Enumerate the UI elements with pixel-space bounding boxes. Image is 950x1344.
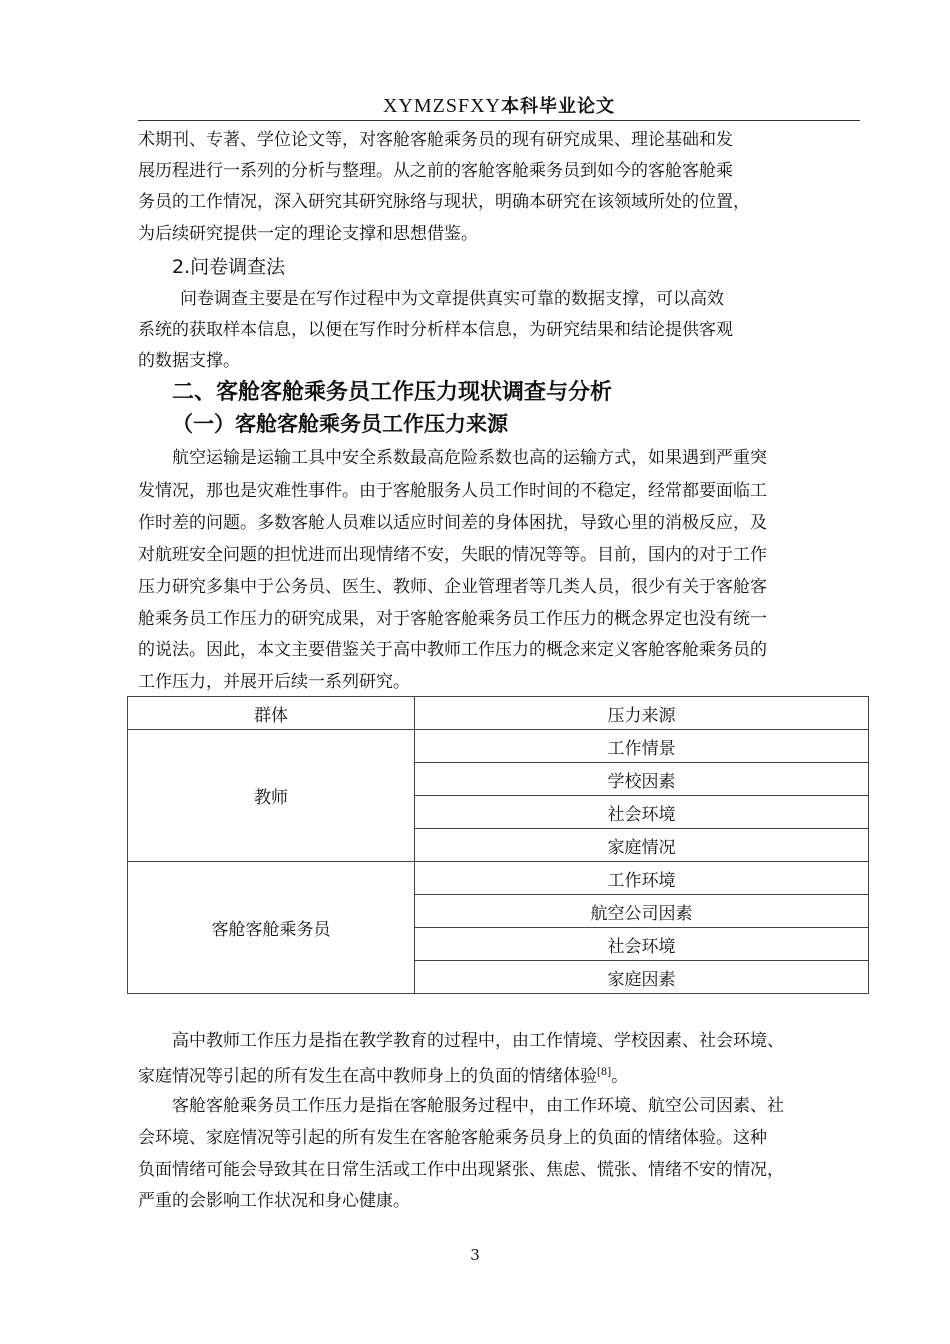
paragraph-line: 客舱客舱乘务员工作压力是指在客舱服务过程中，由工作环境、航空公司因素、社 [172, 1096, 784, 1116]
section-title: 二、客舱客舱乘务员工作压力现状调查与分析 [172, 380, 613, 405]
page-header [138, 92, 860, 118]
table-row [128, 862, 869, 895]
paragraph-line: 严重的会影响工作状况和身心健康。 [138, 1191, 410, 1211]
paragraph-line: 负面情绪可能会导致其在日常生活或工作中出现紧张、焦虑、慌张、情绪不安的情况， [138, 1160, 784, 1180]
paragraph-line: 的说法。因此，本文主要借鉴关于高中教师工作压力的概念来定义客舱客舱乘务员的 [138, 640, 767, 660]
paragraph-line: 为后续研究提供一定的理论支撑和思想借鉴。 [138, 224, 478, 244]
subsection-title: （一）客舱客舱乘务员工作压力来源 [172, 412, 508, 436]
paragraph-line: 高中教师工作压力是指在教学教育的过程中，由工作情境、学校因素、社会环境、 [172, 1031, 784, 1051]
paragraph-line: 发情况，那也是灾难性事件。由于客舱服务人员工作时间的不稳定，经常都要面临工 [138, 481, 767, 501]
paragraph-line: 的数据支撑。 [138, 351, 240, 371]
table-cell-source: 家庭因素 [415, 961, 869, 994]
paragraph-line: 航空运输是运输工具中安全系数最高危险系数也高的运输方式，如果遇到严重突 [172, 448, 767, 468]
paragraph-line: 压力研究多集中于公务员、医生、教师、企业管理者等几类人员，很少有关于客舱客 [138, 577, 767, 597]
paragraph-text: 家庭情况等引起的所有发生在高中教师身上的负面的情绪体验 [138, 1066, 597, 1087]
table-header-group: 群体 [128, 697, 415, 730]
paragraph-line: 工作压力，并展开后续一系列研究。 [138, 672, 410, 692]
heading-questionnaire-method: 2.问卷调查法 [172, 256, 286, 278]
paragraph-line: 对航班安全问题的担忧进而出现情绪不安，失眠的情况等等。目前，国内的对于工作 [138, 545, 767, 565]
paragraph-line: 问卷调查主要是在写作过程中为文章提供真实可靠的数据支撑，可以高效 [180, 289, 724, 309]
paragraph-end: 。 [611, 1066, 629, 1087]
paragraph-line: 会环境、家庭情况等引起的所有发生在客舱客舱乘务员身上的负面的情绪体验。这种 [138, 1128, 767, 1148]
table-header-row [128, 697, 869, 730]
table-cell-source: 航空公司因素 [415, 895, 869, 928]
table-cell-group: 教师 [128, 730, 415, 862]
table-cell-source: 工作情景 [415, 730, 869, 763]
paragraph-line: 系统的获取样本信息，以便在写作时分析样本信息，为研究结果和结论提供客观 [138, 320, 733, 340]
paragraph-line [138, 1061, 628, 1089]
table-cell-group: 客舱客舱乘务员 [128, 862, 415, 994]
table-cell-source: 学校因素 [415, 763, 869, 796]
table-cell-source: 社会环境 [415, 928, 869, 961]
page-number: 3 [470, 1246, 480, 1264]
paragraph-line: 术期刊、专著、学位论文等，对客舱客舱乘务员的现有研究成果、理论基础和发 [138, 130, 733, 150]
paragraph-line: 舱乘务员工作压力的研究成果，对于客舱客舱乘务员工作压力的概念界定也没有统一 [138, 609, 767, 629]
paragraph-line: 展历程进行一系列的分析与整理。从之前的客舱客舱乘务员到如今的客舱客舱乘 [138, 161, 733, 181]
paragraph-line: 作时差的问题。多数客舱人员难以适应时间差的身体困扰，导致心里的消极反应，及 [138, 513, 767, 533]
header-rule [138, 120, 860, 121]
table-row [128, 730, 869, 763]
table-cell-source: 社会环境 [415, 796, 869, 829]
table-cell-source: 家庭情况 [415, 829, 869, 862]
table-cell-source: 工作环境 [415, 862, 869, 895]
citation-ref: [8] [597, 1067, 612, 1078]
paragraph-line: 务员的工作情况，深入研究其研究脉络与现状，明确本研究在该领域所处的位置， [138, 192, 750, 212]
table-header-source: 压力来源 [415, 697, 869, 730]
header-title: 本科毕业论文 [501, 96, 616, 117]
header-code: XYMZSFXY [382, 95, 502, 117]
stress-source-table [127, 696, 869, 994]
